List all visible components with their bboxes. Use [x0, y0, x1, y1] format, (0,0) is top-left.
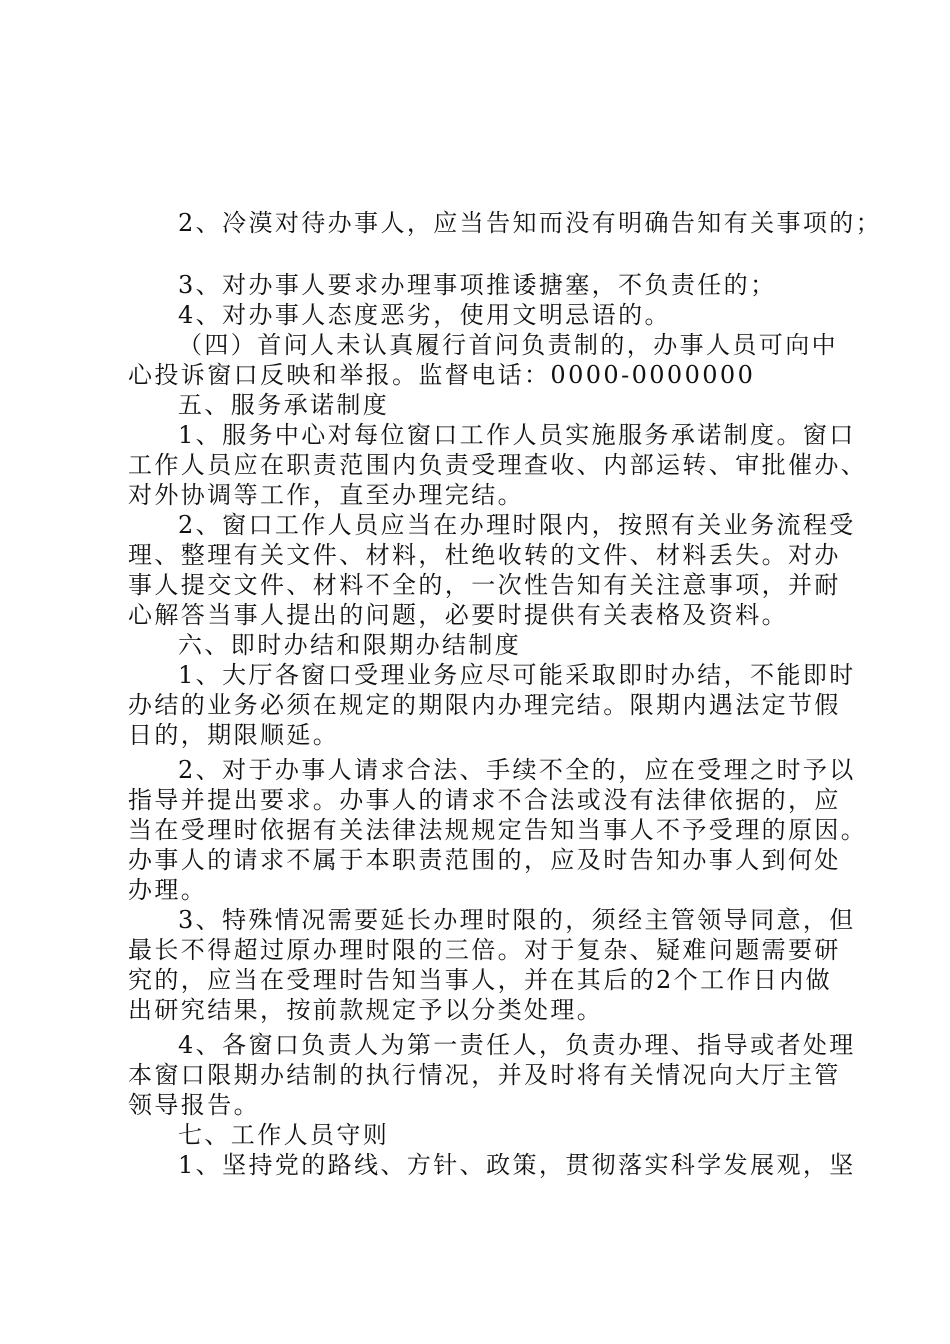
- text-line: 本窗口限期办结制的执行情况，并及时将有关情况向大厅主管: [128, 1061, 841, 1089]
- text-line: 心解答当事人提出的问题，必要时提供有关表格及资料。: [128, 601, 788, 629]
- text-line: （四）首问人未认真履行首问负责制的，办事人员可向中: [178, 331, 838, 359]
- text-line: 4、对办事人态度恶劣，使用文明忌语的。: [178, 301, 671, 329]
- text-line: 3、对办事人要求办理事项推诿搪塞，不负责任的；: [178, 271, 777, 299]
- text-line: 心投诉窗口反映和举报。监督电话：0000-0000000: [128, 361, 756, 389]
- text-line: 对外协调等工作，直至办理完结。: [128, 481, 524, 509]
- text-line: 办理。: [128, 876, 208, 904]
- text-line: 领导报告。: [128, 1091, 260, 1119]
- text-line: 4、各窗口负责人为第一责任人，负责办理、指导或者处理: [178, 1031, 856, 1059]
- text-line: 1、服务中心对每位窗口工作人员实施服务承诺制度。窗口: [178, 421, 856, 449]
- text-line: 出研究结果，按前款规定予以分类处理。: [128, 996, 604, 1024]
- text-line: 当在受理时依据有关法律法规规定告知当事人不予受理的原因。: [128, 816, 868, 844]
- text-line: 2、冷漠对待办事人，应当告知而没有明确告知有关事项的；: [178, 209, 883, 237]
- text-line: 最长不得超过原办理时限的三倍。对于复杂、疑难问题需要研: [128, 936, 841, 964]
- text-line: 2、对于办事人请求合法、手续不全的，应在受理之时予以: [178, 756, 856, 784]
- text-line: 究的，应当在受理时告知当事人，并在其后的2个工作日内做: [128, 966, 833, 994]
- text-line: 1、坚持党的路线、方针、政策，贯彻落实科学发展观，坚: [178, 1151, 856, 1179]
- text-line: 理、整理有关文件、材料，杜绝收转的文件、材料丢失。对办: [128, 541, 841, 569]
- section-heading: 七、工作人员守则: [178, 1121, 390, 1149]
- text-line: 事人提交文件、材料不全的，一次性告知有关注意事项，并耐: [128, 571, 841, 599]
- text-line: 工作人员应在职责范围内负责受理查收、内部运转、审批催办、: [128, 451, 868, 479]
- section-heading: 六、即时办结和限期办结制度: [178, 631, 522, 659]
- text-line: 1、大厅各窗口受理业务应尽可能采取即时办结，不能即时: [178, 661, 856, 689]
- section-heading: 五、服务承诺制度: [178, 391, 390, 419]
- text-line: 2、窗口工作人员应当在办理时限内，按照有关业务流程受: [178, 511, 856, 539]
- text-line: 办结的业务必须在规定的期限内办理完结。限期内遇法定节假: [128, 691, 841, 719]
- text-line: 办事人的请求不属于本职责范围的，应及时告知办事人到何处: [128, 846, 841, 874]
- text-line: 3、特殊情况需要延长办理时限的，须经主管领导同意，但: [178, 906, 856, 934]
- text-line: 指导并提出要求。办事人的请求不合法或没有法律依据的，应: [128, 786, 841, 814]
- text-line: 日的，期限顺延。: [128, 721, 340, 749]
